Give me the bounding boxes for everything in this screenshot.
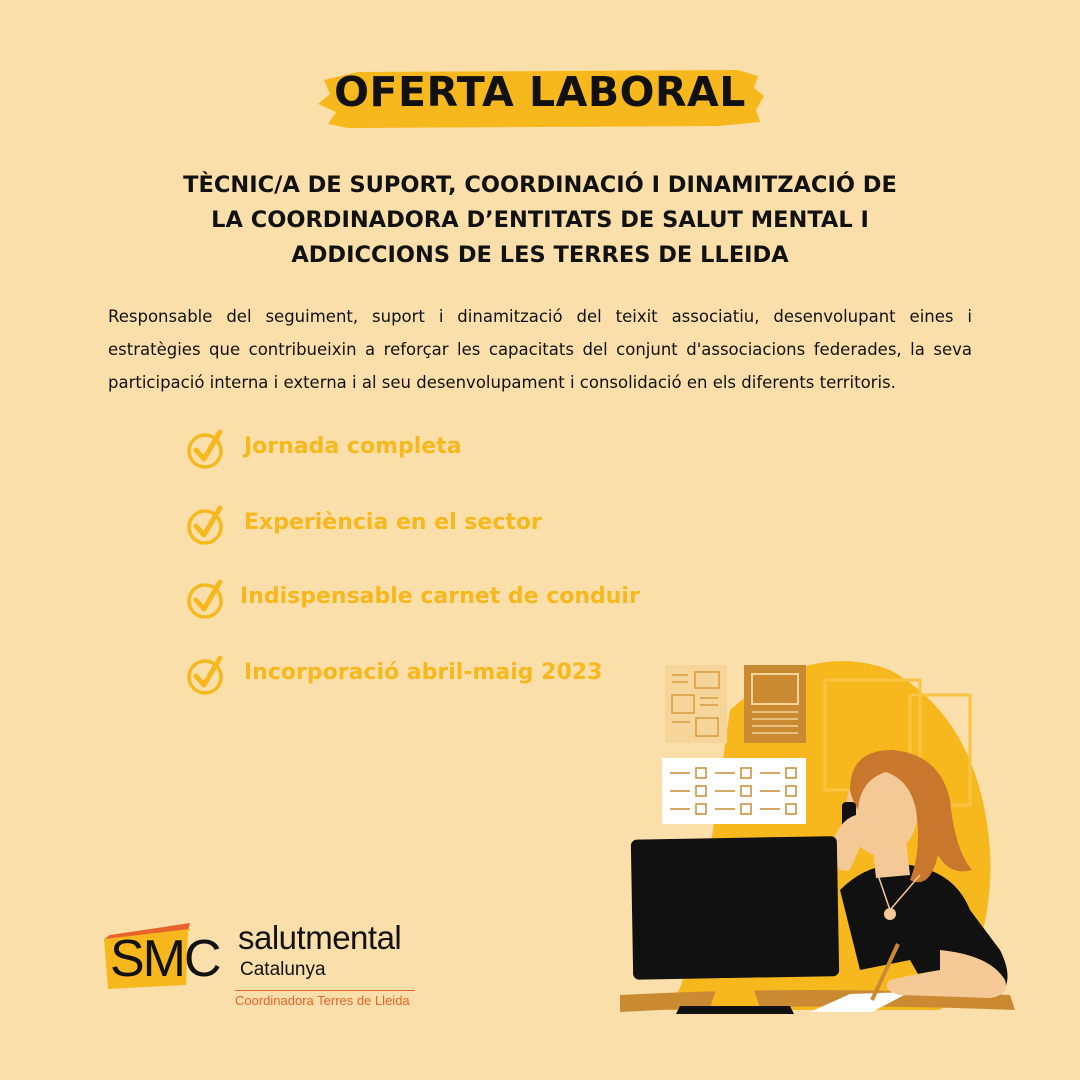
- job-description: Responsable del seguiment, suport i dinamització del teixit associatiu, desenvolupant eines i estratègies que contribueixin a reforçar les capacitats del conjunt d'associacions federades, la seva participació interna i externa i al seu desenvolupament i consolidació en els diferents territoris.: [108, 307, 972, 392]
- job-position-line: ADDICCIONS DE LES TERRES DE LLEIDA: [291, 242, 789, 268]
- checkmark-icon: [186, 428, 226, 470]
- checkmark-icon: [186, 654, 226, 696]
- job-position-line: LA COORDINADORA D’ENTITATS DE SALUT MENTAL I: [211, 207, 869, 233]
- logo-region: Catalunya: [240, 959, 326, 980]
- feature-label: Indispensable carnet de conduir: [240, 584, 640, 609]
- job-position-line: TÈCNIC/A DE SUPORT, COORDINACIÓ I DINAMITZACIÓ DE: [183, 172, 897, 198]
- page-title: OFERTA LABORAL: [334, 68, 746, 116]
- smc-logo: [100, 915, 430, 1015]
- logo-divider: [235, 990, 415, 991]
- feature-label: Jornada completa: [244, 434, 462, 459]
- woman-at-computer-illustration: [610, 650, 1050, 1060]
- job-position-title: [100, 168, 980, 273]
- checkmark-icon: [186, 504, 226, 546]
- checkmark-icon: [186, 578, 226, 620]
- feature-label: Incorporació abril-maig 2023: [244, 660, 603, 685]
- logo-abbr: SMC: [110, 930, 220, 988]
- feature-label: Experiència en el sector: [244, 510, 542, 535]
- logo-subtitle: Coordinadora Terres de Lleida: [235, 993, 410, 1008]
- logo-name: salutmental: [238, 919, 402, 956]
